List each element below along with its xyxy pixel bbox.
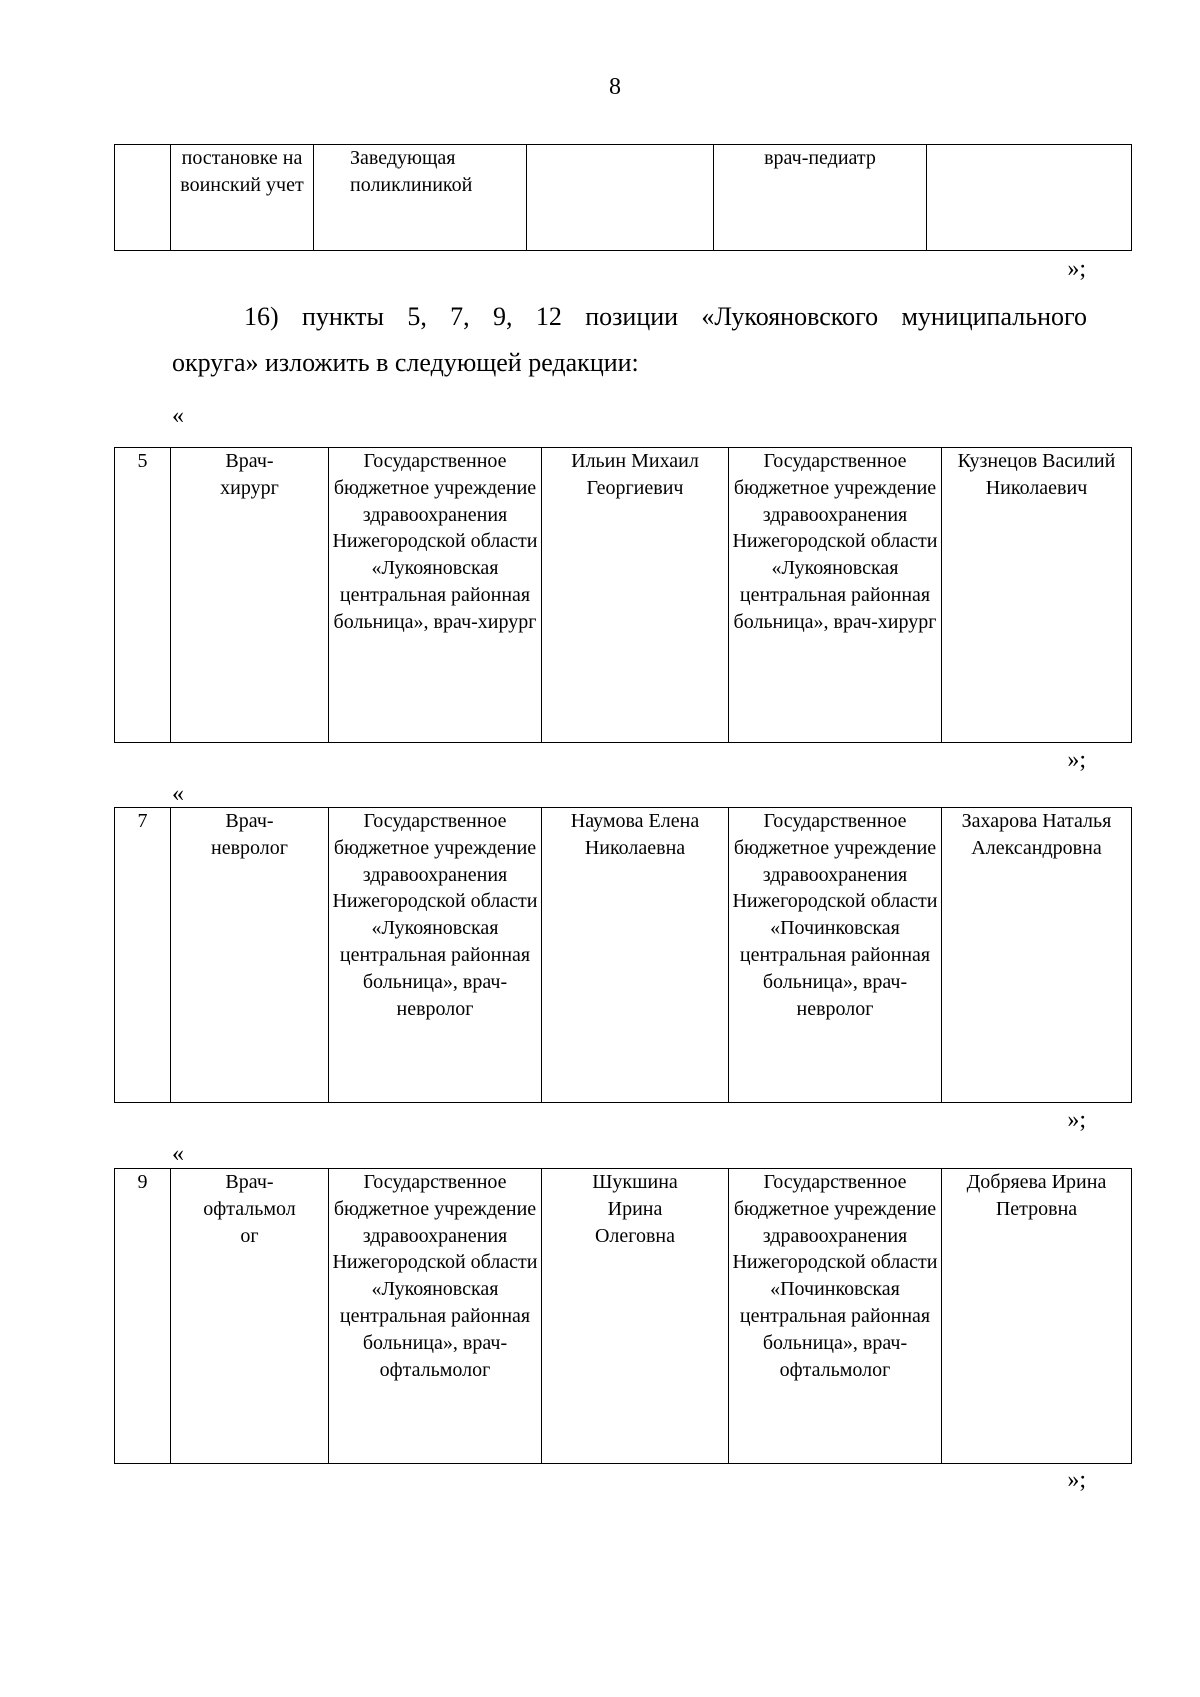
row-person-1: Ильин Михаил Георгиевич: [542, 448, 729, 743]
amendment-paragraph: [172, 294, 1087, 386]
row-position: Врач-офтальмолог: [171, 1169, 329, 1464]
position-table-7: [114, 807, 1132, 1103]
row-number: 9: [115, 1169, 171, 1464]
closing-quote: »;: [1067, 747, 1086, 773]
table-row: [115, 1169, 1132, 1464]
opening-quote: «: [172, 1141, 184, 1167]
table-row: [115, 448, 1132, 743]
row-number: 5: [115, 448, 171, 743]
closing-quote: »;: [1067, 1107, 1086, 1133]
table-cell-person-2: [927, 145, 1132, 251]
row-number: 7: [115, 808, 171, 1103]
table-row: [115, 145, 1132, 251]
row-person-2: Захарова Наталья Александровна: [942, 808, 1132, 1103]
row-person-1: Шукшина Ирина Олеговна: [542, 1169, 729, 1464]
row-position: Врач-невролог: [171, 808, 329, 1103]
row-org-1: Государственное бюджетное учреждение здравоохранения Нижегородской области «Лукояновская центральная районная больница», врач-невролог: [329, 808, 542, 1103]
table-cell-org: Заведующая поликлиникой: [314, 145, 527, 251]
opening-quote: «: [172, 781, 184, 807]
paragraph-line-2: округа» изложить в следующей редакции:: [172, 348, 639, 377]
paragraph-line-1: 16) пункты 5, 7, 9, 12 позиции «Лукояновского муниципального: [244, 302, 1087, 331]
row-org-2: Государственное бюджетное учреждение здравоохранения Нижегородской области «Лукояновская центральная районная больница», врач-хирург: [729, 448, 942, 743]
row-org-1: Государственное бюджетное учреждение здравоохранения Нижегородской области «Лукояновская центральная районная больница», врач-офтальмолог: [329, 1169, 542, 1464]
position-table-5: [114, 447, 1132, 743]
row-person-2: Кузнецов Василий Николаевич: [942, 448, 1132, 743]
opening-quote: «: [172, 403, 184, 429]
row-org-1: Государственное бюджетное учреждение здравоохранения Нижегородской области «Лукояновская центральная районная больница», врач-хирург: [329, 448, 542, 743]
table-row: [115, 808, 1132, 1103]
row-person-1: Наумова Елена Николаевна: [542, 808, 729, 1103]
closing-quote: »;: [1067, 1467, 1086, 1493]
continuation-table: [114, 144, 1132, 251]
table-cell-position: постановке на воинский учет: [171, 145, 314, 251]
position-table-9: [114, 1168, 1132, 1464]
row-position: Врач-хирург: [171, 448, 329, 743]
table-cell-person: [527, 145, 714, 251]
row-org-2: Государственное бюджетное учреждение здравоохранения Нижегородской области «Починковская центральная районная больница», врач-офтальмолог: [729, 1169, 942, 1464]
table-cell-number: [115, 145, 171, 251]
closing-quote: »;: [1067, 256, 1086, 282]
row-person-2: Добряева Ирина Петровна: [942, 1169, 1132, 1464]
table-cell-org-2: врач-педиатр: [714, 145, 927, 251]
row-org-2: Государственное бюджетное учреждение здравоохранения Нижегородской области «Починковская центральная районная больница», врач-невролог: [729, 808, 942, 1103]
page-number: 8: [609, 74, 621, 100]
